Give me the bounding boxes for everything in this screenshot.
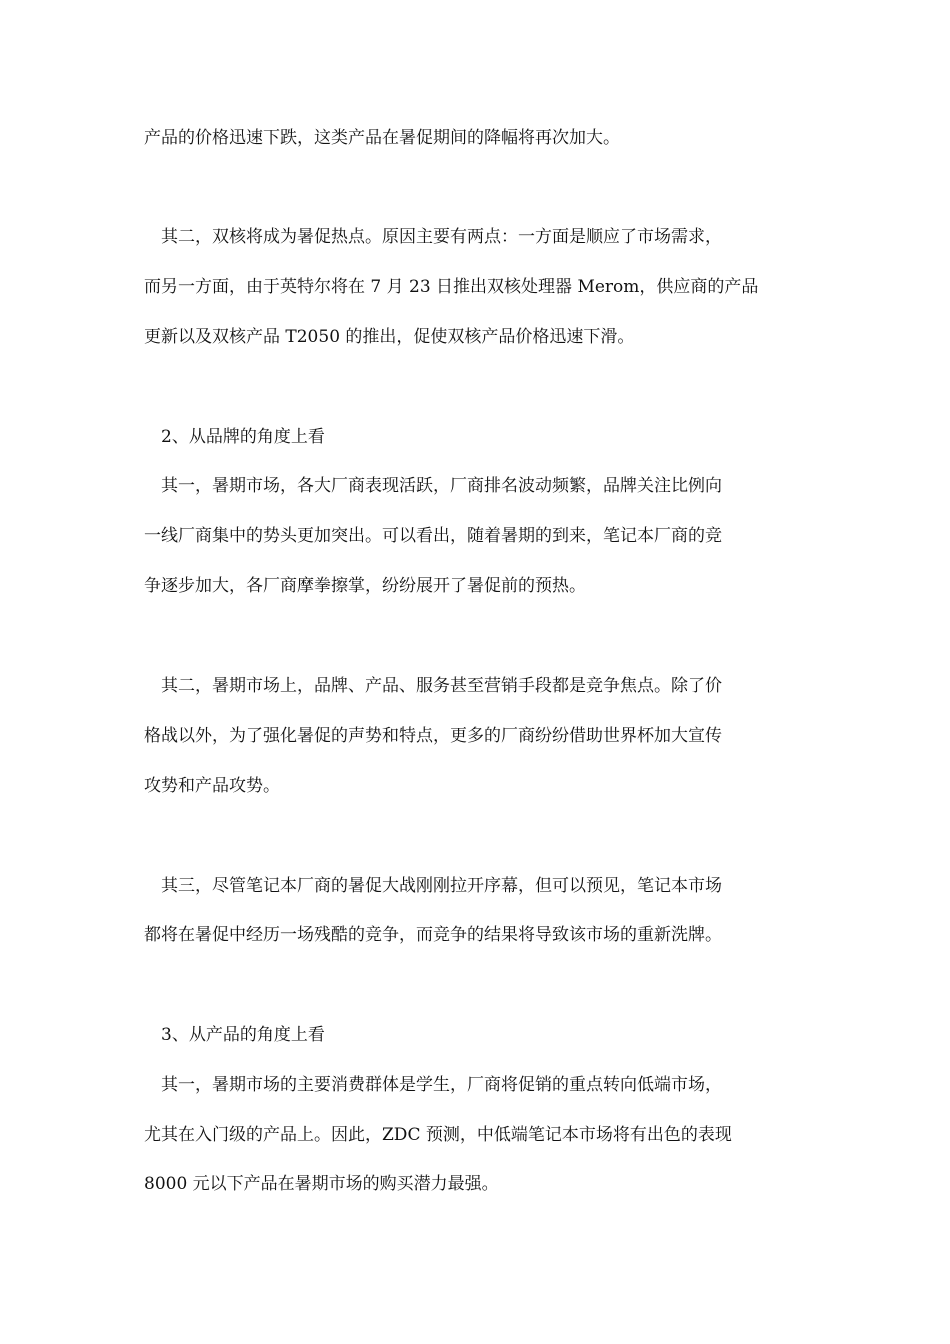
text-line: 其二，双核将成为暑促热点。原因主要有两点：一方面是顺应了市场需求， <box>144 227 722 247</box>
text-line: 而另一方面，由于英特尔将在 7 月 23 日推出双核处理器 Merom，供应商的产品 <box>144 277 759 297</box>
text-line: 一线厂商集中的势头更加突出。可以看出，随着暑期的到来，笔记本厂商的竞 <box>144 526 722 546</box>
text-line: 更新以及双核产品 T2050 的推出，促使双核产品价格迅速下滑。 <box>144 327 635 347</box>
text-line: 格战以外，为了强化暑促的声势和特点，更多的厂商纷纷借助世界杯加大宣传 <box>144 726 722 746</box>
text-line: 攻势和产品攻势。 <box>144 776 280 796</box>
text-line: 争逐步加大，各厂商摩拳擦掌，纷纷展开了暑促前的预热。 <box>144 576 586 596</box>
section-heading: 2、从品牌的角度上看 <box>144 427 325 447</box>
text-line: 其三，尽管笔记本厂商的暑促大战刚刚拉开序幕，但可以预见，笔记本市场 <box>144 876 722 896</box>
text-line: 其一，暑期市场，各大厂商表现活跃，厂商排名波动频繁，品牌关注比例向 <box>144 476 722 496</box>
text-line: 都将在暑促中经历一场残酷的竞争，而竞争的结果将导致该市场的重新洗牌。 <box>144 925 722 945</box>
text-line: 其二，暑期市场上，品牌、产品、服务甚至营销手段都是竞争焦点。除了价 <box>144 676 722 696</box>
text-line: 其一，暑期市场的主要消费群体是学生，厂商将促销的重点转向低端市场， <box>144 1075 722 1095</box>
text-line: 8000 元以下产品在暑期市场的购买潜力最强。 <box>144 1174 499 1194</box>
section-heading: 3、从产品的角度上看 <box>144 1025 325 1045</box>
text-line: 产品的价格迅速下跌，这类产品在暑促期间的降幅将再次加大。 <box>144 128 620 148</box>
text-line: 尤其在入门级的产品上。因此，ZDC 预测，中低端笔记本市场将有出色的表现 <box>144 1125 732 1145</box>
